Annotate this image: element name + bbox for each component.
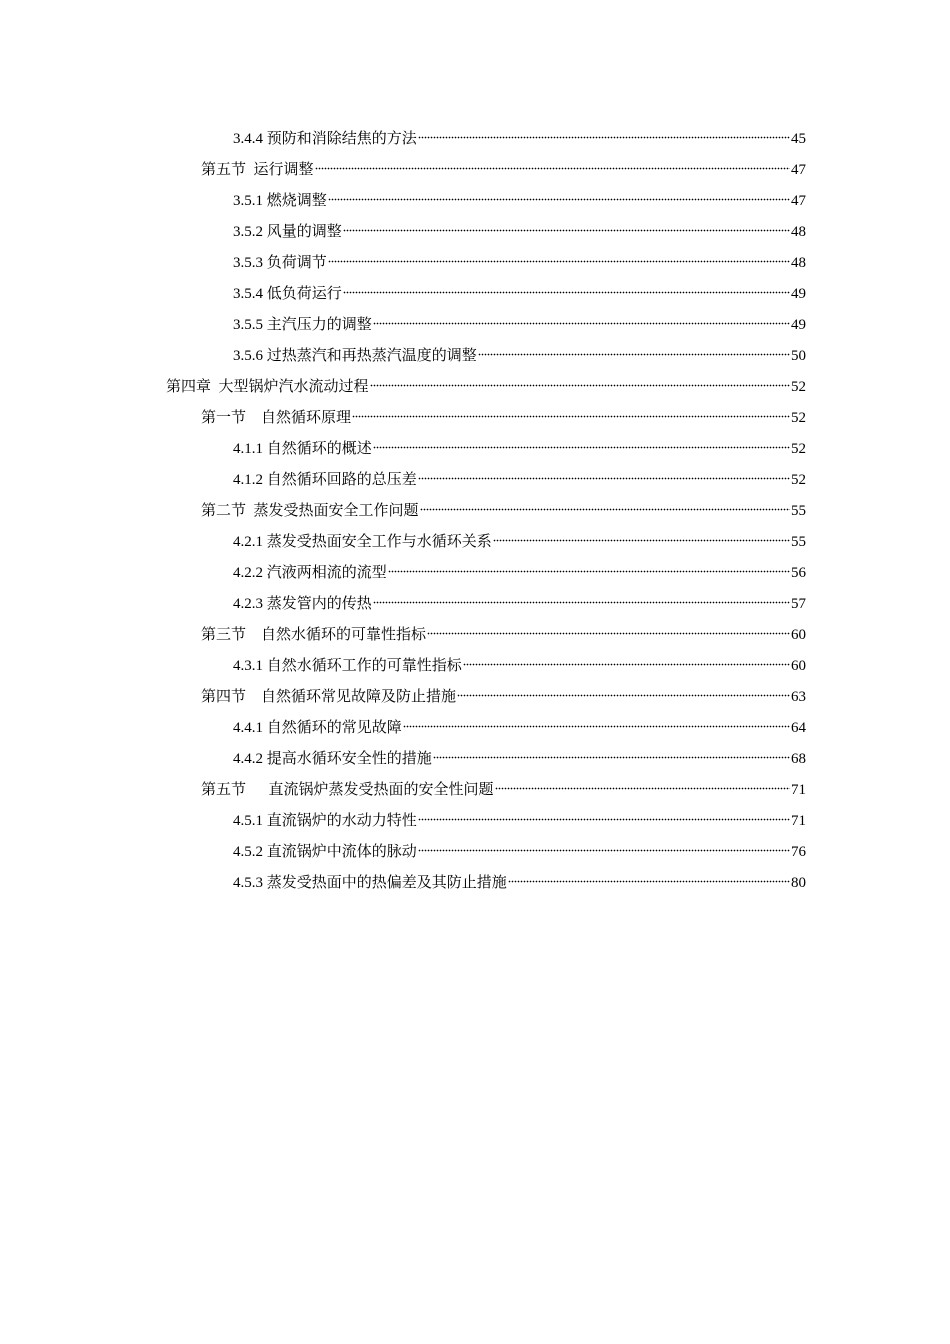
toc-entry-page: 68 bbox=[791, 751, 806, 767]
toc-entry-4-2-3[interactable] bbox=[166, 589, 806, 620]
dot-leader bbox=[463, 661, 790, 667]
toc-entry-chapter-4[interactable] bbox=[166, 372, 806, 403]
dot-leader bbox=[493, 537, 790, 543]
dot-leader bbox=[495, 785, 790, 791]
toc-entry-3-5-6[interactable] bbox=[166, 341, 806, 372]
toc-entry-page: 60 bbox=[791, 627, 806, 643]
toc-entry-text: 第一节 自然循环原理 bbox=[201, 410, 352, 426]
toc-entry-text: 4.4.1 自然循环的常见故障 bbox=[233, 720, 402, 736]
dot-leader bbox=[433, 754, 790, 760]
dot-leader bbox=[315, 165, 790, 171]
dot-leader bbox=[418, 475, 790, 481]
toc-entry-page: 48 bbox=[791, 224, 806, 240]
dot-leader bbox=[373, 599, 790, 605]
toc-entry-page: 64 bbox=[791, 720, 806, 736]
toc-entry-text: 3.5.3 负荷调节 bbox=[233, 255, 327, 271]
toc-entry-4-2-1[interactable] bbox=[166, 527, 806, 558]
toc-entry-text: 第三节 自然水循环的可靠性指标 bbox=[201, 627, 427, 643]
toc-entry-text: 第五节 运行调整 bbox=[201, 162, 314, 178]
toc-entry-page: 48 bbox=[791, 255, 806, 271]
toc-entry-section-4-5[interactable] bbox=[166, 775, 806, 806]
dot-leader bbox=[418, 134, 790, 140]
toc-entry-3-5-5[interactable] bbox=[166, 310, 806, 341]
dot-leader bbox=[388, 568, 790, 574]
dot-leader bbox=[343, 289, 790, 295]
toc-entry-text: 3.5.1 燃烧调整 bbox=[233, 193, 327, 209]
dot-leader bbox=[352, 413, 790, 419]
toc-entry-page: 52 bbox=[791, 472, 806, 488]
toc-entry-page: 55 bbox=[791, 534, 806, 550]
toc-entry-page: 52 bbox=[791, 410, 806, 426]
toc-entry-4-1-2[interactable] bbox=[166, 465, 806, 496]
toc-entry-text: 第五节 直流锅炉蒸发受热面的安全性问题 bbox=[201, 782, 494, 798]
toc-entry-3-5-4[interactable] bbox=[166, 279, 806, 310]
toc-entry-text: 第四节 自然循环常见故障及防止措施 bbox=[201, 689, 457, 705]
toc-entry-page: 80 bbox=[791, 875, 806, 891]
toc-entry-page: 47 bbox=[791, 162, 806, 178]
toc-entry-page: 50 bbox=[791, 348, 806, 364]
toc-entry-3-5-2[interactable] bbox=[166, 217, 806, 248]
toc-entry-page: 47 bbox=[791, 193, 806, 209]
toc-entry-text: 3.5.6 过热蒸汽和再热蒸汽温度的调整 bbox=[233, 348, 477, 364]
dot-leader bbox=[418, 847, 790, 853]
toc-entry-page: 55 bbox=[791, 503, 806, 519]
toc-entry-text: 4.1.2 自然循环回路的总压差 bbox=[233, 472, 417, 488]
dot-leader bbox=[508, 878, 790, 884]
toc-entry-text: 第四章 大型锅炉汽水流动过程 bbox=[166, 379, 369, 395]
dot-leader bbox=[478, 351, 790, 357]
dot-leader bbox=[328, 196, 790, 202]
toc-entry-page: 45 bbox=[791, 131, 806, 147]
toc-entry-3-5-1[interactable] bbox=[166, 186, 806, 217]
dot-leader bbox=[427, 630, 790, 636]
dot-leader bbox=[418, 816, 790, 822]
toc-entry-text: 4.2.2 汽液两相流的流型 bbox=[233, 565, 387, 581]
toc-entry-text: 3.5.5 主汽压力的调整 bbox=[233, 317, 372, 333]
toc-entry-section-3-5[interactable] bbox=[166, 155, 806, 186]
dot-leader bbox=[457, 692, 790, 698]
toc-entry-text: 4.4.2 提高水循环安全性的措施 bbox=[233, 751, 432, 767]
toc-entry-section-4-1[interactable] bbox=[166, 403, 806, 434]
toc-entry-text: 4.3.1 自然水循环工作的可靠性指标 bbox=[233, 658, 462, 674]
toc-entry-4-1-1[interactable] bbox=[166, 434, 806, 465]
toc-entry-page: 56 bbox=[791, 565, 806, 581]
toc-entry-section-4-4[interactable] bbox=[166, 682, 806, 713]
toc-entry-section-4-3[interactable] bbox=[166, 620, 806, 651]
toc-entry-page: 52 bbox=[791, 379, 806, 395]
toc-entry-text: 3.4.4 预防和消除结焦的方法 bbox=[233, 131, 417, 147]
toc-entry-4-5-1[interactable] bbox=[166, 806, 806, 837]
toc-entry-page: 49 bbox=[791, 317, 806, 333]
toc-entry-text: 第二节 蒸发受热面安全工作问题 bbox=[201, 503, 419, 519]
dot-leader bbox=[328, 258, 790, 264]
dot-leader bbox=[370, 382, 790, 388]
toc-entry-page: 71 bbox=[791, 782, 806, 798]
toc-entry-text: 4.5.1 直流锅炉的水动力特性 bbox=[233, 813, 417, 829]
toc-entry-text: 4.1.1 自然循环的概述 bbox=[233, 441, 372, 457]
table-of-contents bbox=[166, 124, 806, 899]
toc-entry-4-5-2[interactable] bbox=[166, 837, 806, 868]
toc-entry-page: 60 bbox=[791, 658, 806, 674]
toc-entry-text: 4.5.3 蒸发受热面中的热偏差及其防止措施 bbox=[233, 875, 507, 891]
toc-entry-text: 3.5.4 低负荷运行 bbox=[233, 286, 342, 302]
toc-entry-4-4-2[interactable] bbox=[166, 744, 806, 775]
toc-entry-page: 76 bbox=[791, 844, 806, 860]
dot-leader bbox=[373, 444, 790, 450]
dot-leader bbox=[403, 723, 790, 729]
toc-entry-page: 63 bbox=[791, 689, 806, 705]
dot-leader bbox=[373, 320, 790, 326]
toc-entry-4-2-2[interactable] bbox=[166, 558, 806, 589]
toc-entry-4-5-3[interactable] bbox=[166, 868, 806, 899]
toc-entry-page: 49 bbox=[791, 286, 806, 302]
toc-entry-text: 3.5.2 风量的调整 bbox=[233, 224, 342, 240]
toc-entry-text: 4.2.1 蒸发受热面安全工作与水循环关系 bbox=[233, 534, 492, 550]
toc-entry-text: 4.5.2 直流锅炉中流体的脉动 bbox=[233, 844, 417, 860]
toc-entry-3-4-4[interactable] bbox=[166, 124, 806, 155]
toc-entry-page: 71 bbox=[791, 813, 806, 829]
toc-entry-section-4-2[interactable] bbox=[166, 496, 806, 527]
toc-entry-4-4-1[interactable] bbox=[166, 713, 806, 744]
toc-entry-text: 4.2.3 蒸发管内的传热 bbox=[233, 596, 372, 612]
dot-leader bbox=[420, 506, 790, 512]
toc-entry-page: 57 bbox=[791, 596, 806, 612]
toc-entry-3-5-3[interactable] bbox=[166, 248, 806, 279]
toc-entry-4-3-1[interactable] bbox=[166, 651, 806, 682]
dot-leader bbox=[343, 227, 790, 233]
toc-entry-page: 52 bbox=[791, 441, 806, 457]
